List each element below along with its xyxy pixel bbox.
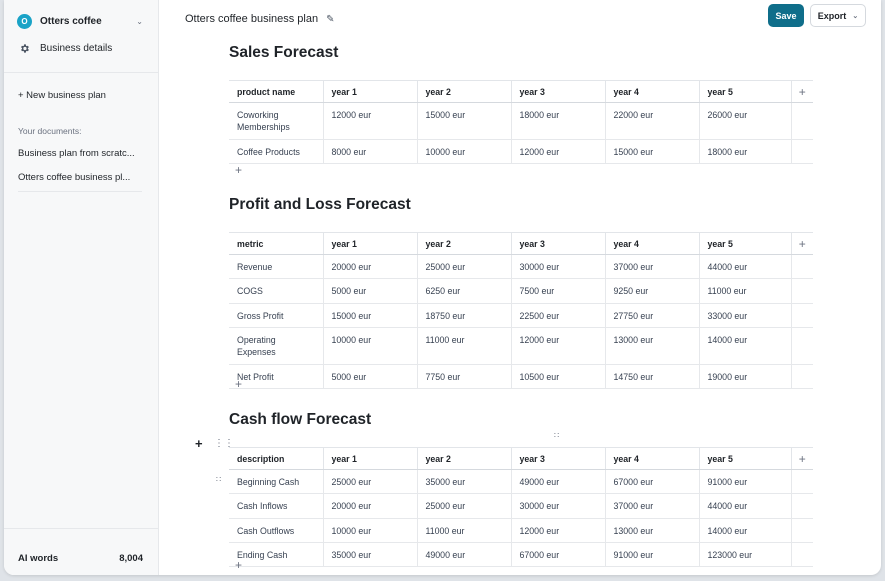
table-cell[interactable]: 67000 eur [511,542,605,566]
cash-flow-table [229,447,813,567]
table-cell[interactable]: 12000 eur [511,327,605,364]
table-cell[interactable]: 12000 eur [323,103,417,140]
table-cell[interactable]: 15000 eur [417,103,511,140]
table-cell[interactable]: 11000 eur [417,327,511,364]
table-cell[interactable]: Cash Outflows [229,518,323,542]
table-cell[interactable]: 49000 eur [417,542,511,566]
chevron-down-icon: ⌄ [852,12,859,20]
table-cell[interactable]: 35000 eur [417,470,511,494]
table-cell[interactable]: 22000 eur [605,103,699,140]
table-cell[interactable]: 15000 eur [605,139,699,163]
section-title: Sales Forecast [229,44,339,61]
table-cell[interactable]: 9250 eur [605,279,699,303]
table-cell[interactable]: Cash Inflows [229,494,323,518]
drag-handle-icon[interactable]: ⋮⋮ [214,438,234,449]
gear-icon [19,43,30,54]
active-document-underline [18,191,142,192]
table-cell[interactable]: 35000 eur [323,542,417,566]
column-header[interactable]: year 4 [605,448,699,470]
table-cell-empty [791,255,813,279]
table-header-row [229,81,813,103]
column-header[interactable]: year 5 [699,233,791,255]
table-cell[interactable]: 13000 eur [605,327,699,364]
section-title: Profit and Loss Forecast [229,196,411,213]
table-row [229,518,813,542]
ai-words-label: AI words [18,553,59,564]
table-cell-empty [791,494,813,518]
add-column-icon[interactable]: + [791,81,813,103]
table-cell-empty [791,139,813,163]
table-cell[interactable]: Ending Cash [229,542,323,566]
table-cell-empty [791,103,813,140]
table-cell[interactable]: 19000 eur [699,364,791,388]
your-documents-heading: Your documents: [18,126,82,136]
add-block-icon[interactable]: + [195,436,203,451]
table-cell-empty [791,470,813,494]
table-cell[interactable]: 11000 eur [699,279,791,303]
column-header[interactable]: year 3 [511,81,605,103]
table-cell[interactable]: 10000 eur [323,518,417,542]
ai-words-count: 8,004 [119,553,143,564]
table-cell[interactable]: 5000 eur [323,364,417,388]
profit-loss-table [229,232,813,389]
table-row [229,327,813,364]
table-cell[interactable]: 67000 eur [605,470,699,494]
table-cell[interactable]: 20000 eur [323,494,417,518]
table-cell[interactable]: 91000 eur [699,470,791,494]
table-cell[interactable]: 14000 eur [699,518,791,542]
column-header[interactable]: year 4 [605,233,699,255]
table-cell-empty [791,518,813,542]
table-cell[interactable]: Coworking Memberships [229,103,323,140]
section-title: Cash flow Forecast [229,411,372,428]
row-drag-handle-icon[interactable]: ∷ [216,475,222,484]
table-cell[interactable]: Operating Expenses [229,327,323,364]
table-cell[interactable]: 30000 eur [511,494,605,518]
table-cell[interactable]: 25000 eur [417,494,511,518]
table-cell[interactable]: 25000 eur [323,470,417,494]
business-details-link[interactable] [19,43,112,54]
sidebar [4,0,159,575]
table-cell[interactable]: Net Profit [229,364,323,388]
column-header[interactable]: description [229,448,323,470]
column-header[interactable]: year 3 [511,448,605,470]
pencil-icon[interactable]: ✎ [326,13,335,25]
drag-handle-icon[interactable]: ∷ [554,431,560,440]
table-cell[interactable]: Revenue [229,255,323,279]
table-row [229,494,813,518]
chevron-down-icon: ⌄ [136,16,143,26]
table-cell[interactable]: 8000 eur [323,139,417,163]
new-business-plan-button[interactable]: + New business plan [18,90,106,101]
table-cell[interactable]: 7750 eur [417,364,511,388]
table-cell[interactable]: 15000 eur [323,303,417,327]
column-header[interactable]: year 2 [417,81,511,103]
column-header[interactable]: metric [229,233,323,255]
workspace-name: Otters coffee [40,15,102,27]
table-row [229,303,813,327]
table-cell[interactable]: 91000 eur [605,542,699,566]
document-item[interactable]: Otters coffee business pl... [18,172,131,183]
table-row [229,139,813,163]
table-row [229,364,813,388]
table-cell[interactable]: 37000 eur [605,255,699,279]
table-cell[interactable]: 14000 eur [699,327,791,364]
table-cell[interactable]: 33000 eur [699,303,791,327]
export-label: Export [817,10,847,21]
document-item[interactable]: Business plan from scratc... [18,148,135,159]
table-cell[interactable]: 25000 eur [417,255,511,279]
business-details-label: Business details [40,43,113,54]
column-header[interactable]: year 1 [323,233,417,255]
table-cell-empty [791,327,813,364]
table-cell[interactable]: 37000 eur [605,494,699,518]
table-cell[interactable]: 18000 eur [699,139,791,163]
table-cell[interactable]: 14750 eur [605,364,699,388]
table-cell[interactable]: 12000 eur [511,139,605,163]
table-cell[interactable]: 12000 eur [511,518,605,542]
add-row-icon[interactable]: + [235,558,243,572]
save-button[interactable]: Save [768,4,804,27]
table-cell[interactable]: Gross Profit [229,303,323,327]
table-cell[interactable]: 7500 eur [511,279,605,303]
document-title-text: Otters coffee business plan [185,13,319,25]
table-row [229,103,813,140]
table-cell[interactable]: Coffee Products [229,139,323,163]
table-cell[interactable]: COGS [229,279,323,303]
table-cell[interactable]: 10000 eur [323,327,417,364]
table-header-row [229,233,813,255]
table-cell[interactable]: 30000 eur [511,255,605,279]
export-button[interactable] [810,4,866,27]
table-cell[interactable]: 6250 eur [417,279,511,303]
table-cell-empty [791,303,813,327]
add-column-icon[interactable]: + [791,233,813,255]
table-cell[interactable]: 26000 eur [699,103,791,140]
column-header[interactable]: product name [229,81,323,103]
table-row [229,255,813,279]
table-row [229,279,813,303]
workspace-switcher[interactable] [17,12,143,30]
table-cell[interactable]: 49000 eur [511,470,605,494]
sidebar-divider [4,72,159,73]
column-header[interactable]: year 3 [511,233,605,255]
table-cell[interactable]: 20000 eur [323,255,417,279]
table-cell[interactable]: 10000 eur [417,139,511,163]
add-row-icon[interactable]: + [235,163,243,177]
table-cell[interactable]: Beginning Cash [229,470,323,494]
sales-forecast-table [229,80,813,164]
table-cell-empty [791,364,813,388]
column-header[interactable]: year 1 [323,448,417,470]
table-cell[interactable]: 18750 eur [417,303,511,327]
table-cell[interactable]: 11000 eur [417,518,511,542]
app-window [4,0,881,575]
table-cell[interactable]: 123000 eur [699,542,791,566]
table-cell[interactable]: 18000 eur [511,103,605,140]
column-header[interactable]: year 5 [699,448,791,470]
table-cell-empty [791,542,813,566]
table-cell[interactable]: 5000 eur [323,279,417,303]
column-header[interactable]: year 1 [323,81,417,103]
document-title[interactable] [185,13,335,25]
add-row-icon[interactable]: + [235,377,243,391]
table-cell[interactable]: 44000 eur [699,255,791,279]
add-column-icon[interactable]: + [791,448,813,470]
column-header[interactable]: year 5 [699,81,791,103]
table-row [229,542,813,566]
column-header[interactable]: year 2 [417,233,511,255]
table-row [229,470,813,494]
table-cell[interactable]: 22500 eur [511,303,605,327]
table-cell[interactable]: 10500 eur [511,364,605,388]
ai-words-footer [4,528,159,575]
table-cell[interactable]: 27750 eur [605,303,699,327]
table-cell[interactable]: 13000 eur [605,518,699,542]
table-header-row [229,448,813,470]
table-cell-empty [791,279,813,303]
table-cell[interactable]: 44000 eur [699,494,791,518]
column-header[interactable]: year 4 [605,81,699,103]
column-header[interactable]: year 2 [417,448,511,470]
workspace-logo-icon: O [17,14,32,29]
